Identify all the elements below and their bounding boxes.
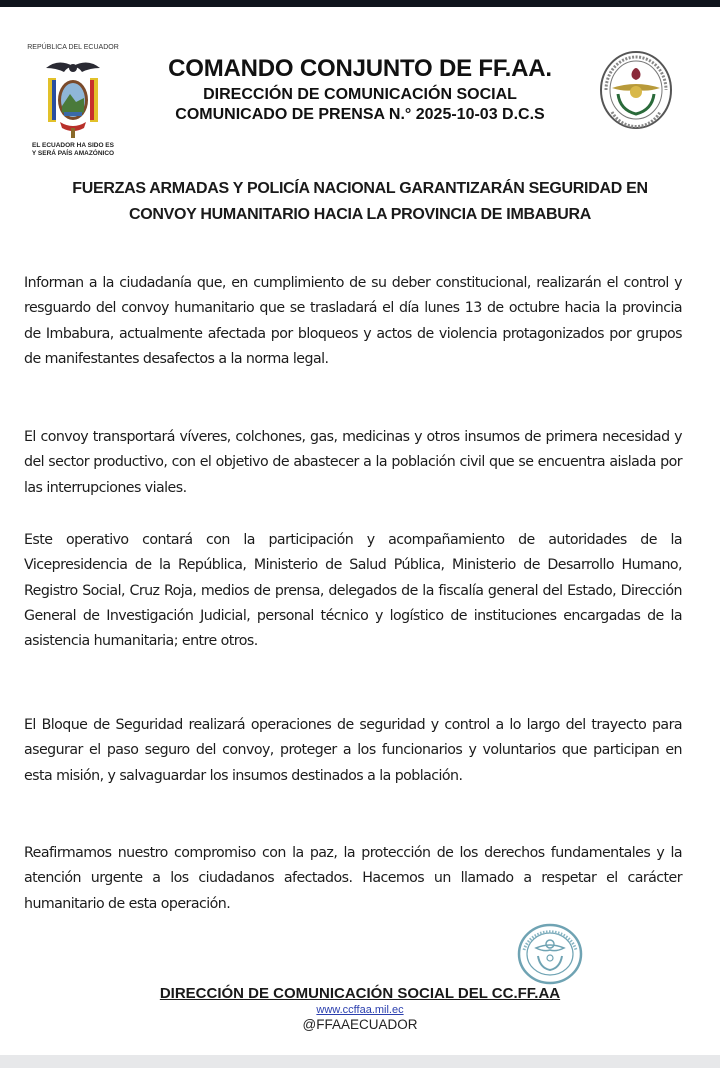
bottom-bar: [0, 1055, 720, 1068]
paragraph-announcement: Informan a la ciudadanía que, en cumplimiento de su deber constitucional, realizarán el control y resguardo del convoy humanitario que se trasladará el día lunes 13 de octubre hacia la provincia de Imbabura, actualmente afectada por bloqueos y actos de violencia protagonizados por grupos de manifestantes desafectos a la norma legal.: [24, 275, 682, 367]
ecuador-coat-of-arms-icon: [38, 54, 108, 140]
top-status-bar: [0, 0, 720, 7]
footer-direction-title: DIRECCIÓN DE COMUNICACIÓN SOCIAL DEL CC.FF.AA: [159, 985, 561, 1002]
title-line-1: FUERZAS ARMADAS Y POLICÍA NACIONAL GARANTIZARÁN SEGURIDAD EN: [72, 180, 648, 197]
amazon-caption-line2: Y SERÁ PAÍS AMAZÓNICO: [31, 150, 115, 157]
comando-conjunto-seal-icon: [598, 50, 674, 130]
document-header: [130, 56, 590, 125]
republic-caption: REPÚBLICA DEL ECUADOR: [27, 44, 119, 51]
header-press-release-number: COMUNICADO DE PRENSA N.° 2025-10-03 D.C.S: [175, 106, 545, 123]
header-command-title: COMANDO CONJUNTO DE FF.AA.: [168, 55, 552, 82]
document-footer: [100, 984, 620, 1033]
paragraph-security-operations: El Bloque de Seguridad realizará operaciones de seguridad y control a lo largo del trayecto para asegurar el paso seguro del convoy, proteger a los funcionarios y voluntarios que participan en esta misión, y salvaguardar los insumos destinados a la población.: [24, 717, 682, 784]
paragraph-participants: Este operativo contará con la participación y acompañamiento de autoridades de la Vicepresidencia de la República, Ministerio de Salud Pública, Ministerio de Desarrollo Humano, Registro Social, Cruz Roja, medios de prensa, delegados de la fiscalía general del Estado, Dirección General de Investigación Judicial, personal técnico y logístico de instituciones encargadas de la asistencia humanitaria; entre otros.: [24, 532, 682, 649]
header-direction: DIRECCIÓN DE COMUNICACIÓN SOCIAL: [203, 86, 517, 103]
official-stamp-icon: [516, 922, 584, 986]
press-release-title: [60, 176, 660, 228]
amazon-caption-line1: EL ECUADOR HA SIDO ES: [32, 142, 114, 149]
website-link[interactable]: www.ccffaa.mil.ec: [316, 1004, 404, 1016]
paragraph-commitment: Reafirmamos nuestro compromiso con la paz, la protección de los derechos fundamentales y la atención urgente a los ciudadanos afectados. Hacemos un llamado a respetar el carácter humanitario de esta operación.: [24, 845, 682, 912]
left-emblem: [18, 44, 128, 158]
title-line-2: CONVOY HUMANITARIO HACIA LA PROVINCIA DE IMBABURA: [128, 206, 592, 223]
social-handle: @FFAAECUADOR: [302, 1017, 418, 1032]
paragraph-supplies: El convoy transportará víveres, colchones, gas, medicinas y otros insumos de primera necesidad y del sector productivo, con el objetivo de abastecer a la población civil que se encuentra aislada por las interrupciones viales.: [24, 429, 682, 496]
